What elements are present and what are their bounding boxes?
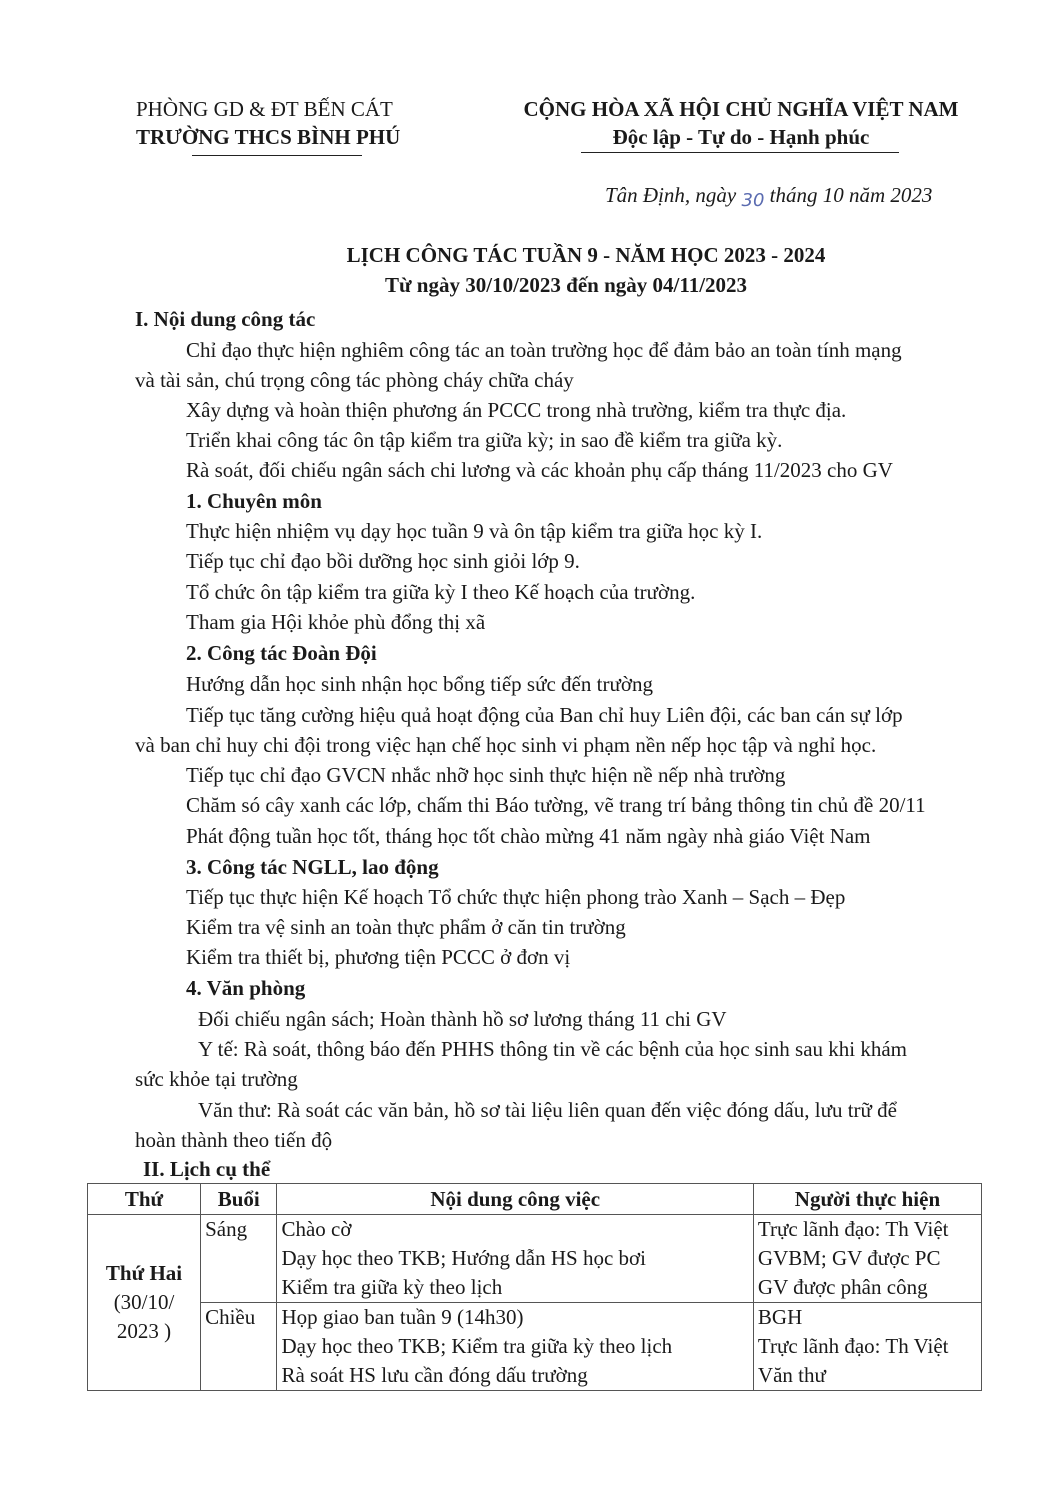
list-item: Kiểm tra vệ sinh an toàn thực phẩm ở căn tin trường — [186, 915, 626, 939]
person-item: GV được phân công — [757, 1275, 928, 1299]
people-cell — [753, 1303, 981, 1391]
task-item: Dạy học theo TKB; Kiểm tra giữa kỳ theo lịch — [281, 1334, 673, 1358]
person-item: BGH — [757, 1305, 803, 1329]
subsection-heading-ngll: 3. Công tác NGLL, lao động — [186, 855, 439, 879]
person-item: Trực lãnh đạo: Th Việt — [757, 1217, 949, 1241]
tasks-cell — [277, 1303, 753, 1391]
list-item: Chăm só cây xanh các lớp, chấm thi Báo tường, vẽ trang trí bảng thông tin chủ đề 20/11 — [186, 793, 926, 817]
person-item: Văn thư — [757, 1363, 826, 1387]
session-label: Sáng — [205, 1217, 248, 1241]
subsection-heading-doan-doi: 2. Công tác Đoàn Đội — [186, 641, 377, 665]
paragraph-line: Triển khai công tác ôn tập kiểm tra giữa kỳ; in sao đề kiểm tra giữa kỳ. — [186, 428, 783, 452]
list-item: Tiếp tục tăng cường hiệu quả hoạt động của Ban chỉ huy Liên đội, các ban cán sự lớp — [186, 703, 903, 727]
session-label: Chiều — [205, 1305, 256, 1329]
task-item: Kiểm tra giữa kỳ theo lịch — [281, 1275, 503, 1299]
list-item: và ban chỉ huy chi đội trong việc hạn chế học sinh vi phạm nền nếp học tập và nghỉ học. — [135, 733, 877, 757]
task-item: Họp giao ban tuần 9 (14h30) — [281, 1305, 524, 1329]
list-item: Phát động tuần học tốt, tháng học tốt chào mừng 41 năm ngày nhà giáo Việt Nam — [186, 824, 871, 848]
national-motto-block — [521, 95, 961, 151]
list-item: Y tế: Rà soát, thông báo đến PHHS thông tin về các bệnh của học sinh sau khi khám — [198, 1037, 908, 1061]
table-header-row — [88, 1184, 982, 1215]
task-item: Dạy học theo TKB; Hướng dẫn HS học bơi — [281, 1246, 646, 1270]
issuer-block — [136, 95, 400, 151]
list-item: Tham gia Hội khỏe phù đổng thị xã — [186, 610, 486, 634]
document-date-range: Từ ngày 30/10/2023 đến ngày 04/11/2023 — [384, 273, 748, 297]
paragraph-line: Rà soát, đối chiếu ngân sách chi lương và các khoản phụ cấp tháng 11/2023 cho GV — [186, 458, 893, 482]
day-name: Thứ Hai — [105, 1261, 183, 1285]
list-item: sức khỏe tại trường — [135, 1067, 298, 1091]
col-header-day: Thứ — [88, 1184, 201, 1215]
list-item: Kiểm tra thiết bị, phương tiện PCCC ở đơn vị — [186, 945, 571, 969]
session-cell — [201, 1215, 277, 1303]
day-date-part2: 2023 ) — [116, 1319, 172, 1343]
session-cell — [201, 1303, 277, 1391]
col-header-session: Buổi — [201, 1184, 277, 1215]
date-suffix: tháng 10 năm 2023 — [764, 183, 933, 207]
list-item: Tiếp tục thực hiện Kế hoạch Tổ chức thực hiện phong trào Xanh – Sạch – Đẹp — [186, 885, 846, 909]
department-name: PHÒNG GD & ĐT BẾN CÁT — [136, 97, 393, 121]
handwritten-day: 30 — [741, 190, 765, 211]
subsection-heading-chuyen-mon: 1. Chuyên môn — [186, 489, 322, 513]
list-item: Tổ chức ôn tập kiểm tra giữa kỳ I theo Kế hoạch của trường. — [186, 580, 696, 604]
paragraph-line: và tài sản, chú trọng công tác phòng cháy chữa cháy — [135, 368, 574, 392]
list-item: Hướng dẫn học sinh nhận học bổng tiếp sức đến trường — [186, 672, 653, 696]
list-item: Tiếp tục chỉ đạo bồi dưỡng học sinh giỏi lớp 9. — [186, 549, 580, 573]
list-item: Đối chiếu ngân sách; Hoàn thành hồ sơ lương tháng 11 chi GV — [198, 1007, 727, 1031]
subsection-heading-van-phong: 4. Văn phòng — [186, 976, 306, 1000]
person-item: Trực lãnh đạo: Th Việt — [757, 1334, 949, 1358]
school-name: TRƯỜNG THCS BÌNH PHÚ — [136, 125, 401, 149]
issuer-underline — [192, 155, 362, 156]
people-cell — [753, 1215, 981, 1303]
table-row — [88, 1215, 982, 1303]
person-item: GVBM; GV được PC — [757, 1246, 941, 1270]
task-item: Chào cờ — [281, 1217, 352, 1241]
document-date — [605, 183, 933, 211]
section-heading-content: I. Nội dung công tác — [135, 307, 316, 331]
list-item: Thực hiện nhiệm vụ dạy học tuần 9 và ôn tập kiểm tra giữa học kỳ I. — [186, 519, 763, 543]
col-header-people: Người thực hiện — [753, 1184, 981, 1215]
day-date-part1: (30/10/ — [113, 1290, 175, 1314]
date-prefix: Tân Định, ngày — [605, 183, 742, 207]
motto-underline — [581, 152, 899, 153]
section-heading-schedule: II. Lịch cụ thể — [143, 1157, 271, 1181]
list-item: Tiếp tục chỉ đạo GVCN nhắc nhỡ học sinh thực hiện nề nếp nhà trường — [186, 763, 786, 787]
motto: Độc lập - Tự do - Hạnh phúc — [612, 125, 870, 149]
paragraph-line: Chỉ đạo thực hiện nghiêm công tác an toàn trường học để đảm bảo an toàn tính mạng — [186, 338, 902, 362]
day-cell — [88, 1215, 201, 1391]
schedule-table — [87, 1183, 982, 1391]
task-item: Rà soát HS lưu cần đóng dấu trường — [281, 1363, 588, 1387]
col-header-tasks: Nội dung công việc — [277, 1184, 753, 1215]
country-name: CỘNG HÒA XÃ HỘI CHỦ NGHĨA VIỆT NAM — [523, 97, 959, 121]
paragraph-line: Xây dựng và hoàn thiện phương án PCCC trong nhà trường, kiểm tra thực địa. — [186, 398, 847, 422]
table-row — [88, 1303, 982, 1391]
list-item: Văn thư: Rà soát các văn bản, hồ sơ tài liệu liên quan đến việc đóng dấu, lưu trữ để — [198, 1098, 897, 1122]
tasks-cell — [277, 1215, 753, 1303]
document-title: LỊCH CÔNG TÁC TUẦN 9 - NĂM HỌC 2023 - 2024 — [346, 243, 826, 267]
list-item: hoàn thành theo tiến độ — [135, 1128, 333, 1152]
